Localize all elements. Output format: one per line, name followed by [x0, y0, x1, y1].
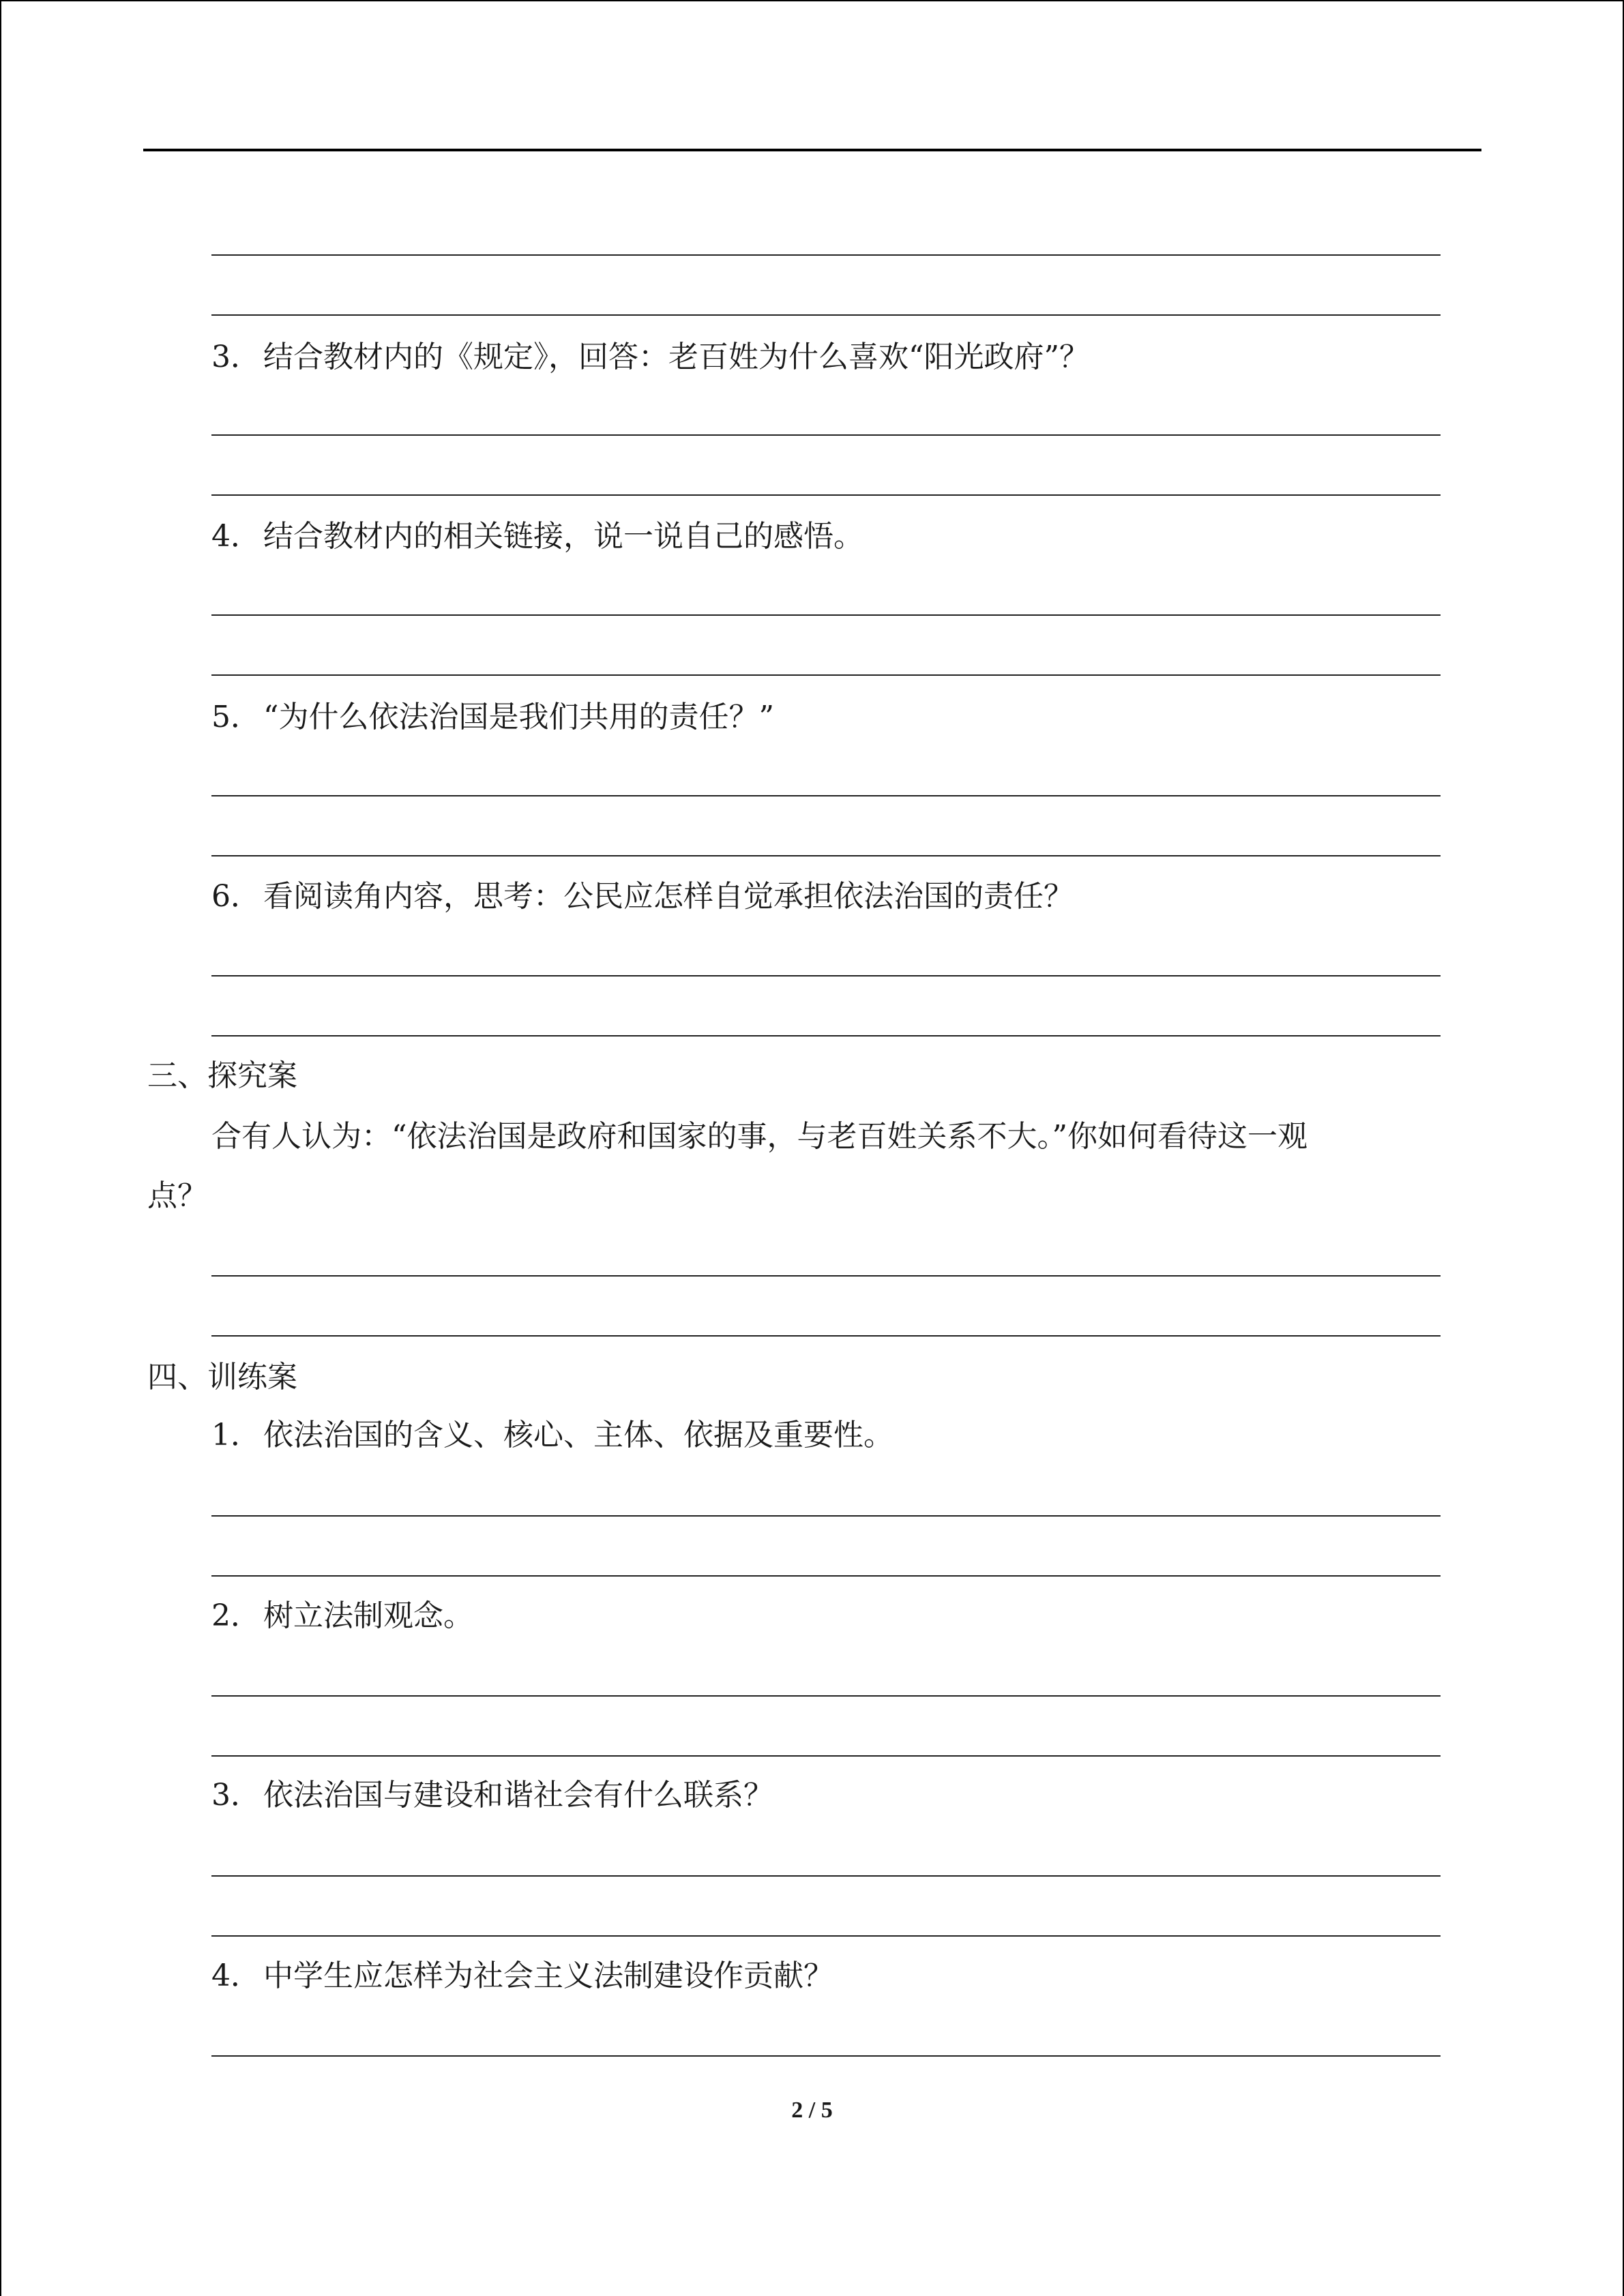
section-heading-part3: 三、探究案 [147, 1058, 297, 1093]
answer-line[interactable] [211, 1875, 1441, 1877]
question-number: 1． [211, 1418, 261, 1452]
part3-prompt-line2: 点？ [147, 1178, 207, 1213]
question-number: 5． [211, 700, 261, 734]
answer-line[interactable] [211, 795, 1441, 796]
part3-prompt-line1: 合有人认为：“依法治国是政府和国家的事，与老百姓关系不大。”你如何看待这一观 [211, 1119, 1308, 1154]
question-text: 树立法制观念。 [263, 1598, 473, 1633]
answer-line[interactable] [211, 1515, 1441, 1517]
question-text: 依法治国的含义、核心、主体、依据及重要性。 [263, 1418, 894, 1452]
answer-line[interactable] [211, 1335, 1441, 1337]
question-text: 结合教材内的相关链接，说一说自己的感悟。 [263, 519, 863, 554]
answer-line[interactable] [211, 1935, 1441, 1937]
question-4-3 [211, 1775, 773, 1816]
question-text: “为什么依法治国是我们共用的责任？” [263, 700, 774, 734]
question-2-5 [211, 697, 774, 738]
answer-line[interactable] [211, 434, 1441, 436]
question-number: 6． [211, 879, 261, 914]
question-text: 中学生应怎样为社会主义法制建设作贡献？ [263, 1958, 833, 1993]
answer-line[interactable] [211, 2055, 1441, 2057]
answer-line[interactable] [211, 855, 1441, 856]
page-border-top [0, 0, 1624, 1]
question-number: 2． [211, 1598, 261, 1633]
question-4-2 [211, 1596, 473, 1637]
question-number: 3． [211, 340, 261, 374]
question-4-1 [211, 1415, 894, 1456]
answer-line[interactable] [211, 1275, 1441, 1277]
question-text: 结合教材内的《规定》，回答：老百姓为什么喜欢“阳光政府”？ [263, 340, 1089, 374]
question-number: 4． [211, 519, 261, 554]
page-border-left [0, 0, 1, 2296]
question-2-6 [211, 876, 1074, 917]
question-number: 3． [211, 1778, 261, 1813]
question-text: 依法治国与建设和谐社会有什么联系？ [263, 1778, 773, 1813]
answer-line[interactable] [211, 1035, 1441, 1037]
answer-line[interactable] [211, 614, 1441, 616]
answer-line[interactable] [211, 674, 1441, 676]
section-heading-part4: 四、训练案 [147, 1360, 297, 1395]
answer-line[interactable] [211, 1575, 1441, 1577]
answer-line[interactable] [211, 494, 1441, 496]
answer-line[interactable] [211, 1755, 1441, 1757]
question-2-4 [211, 516, 863, 557]
answer-line[interactable] [211, 254, 1441, 256]
answer-line[interactable] [211, 975, 1441, 976]
header-rule [143, 149, 1481, 151]
answer-line[interactable] [211, 314, 1441, 316]
answer-line[interactable] [211, 1695, 1441, 1697]
question-number: 4． [211, 1958, 261, 1993]
question-text: 看阅读角内容，思考：公民应怎样自觉承担依法治国的责任？ [263, 879, 1074, 914]
question-2-3 [211, 337, 1089, 378]
question-4-4 [211, 1956, 833, 1997]
page-number: 2 / 5 [791, 2098, 833, 2123]
